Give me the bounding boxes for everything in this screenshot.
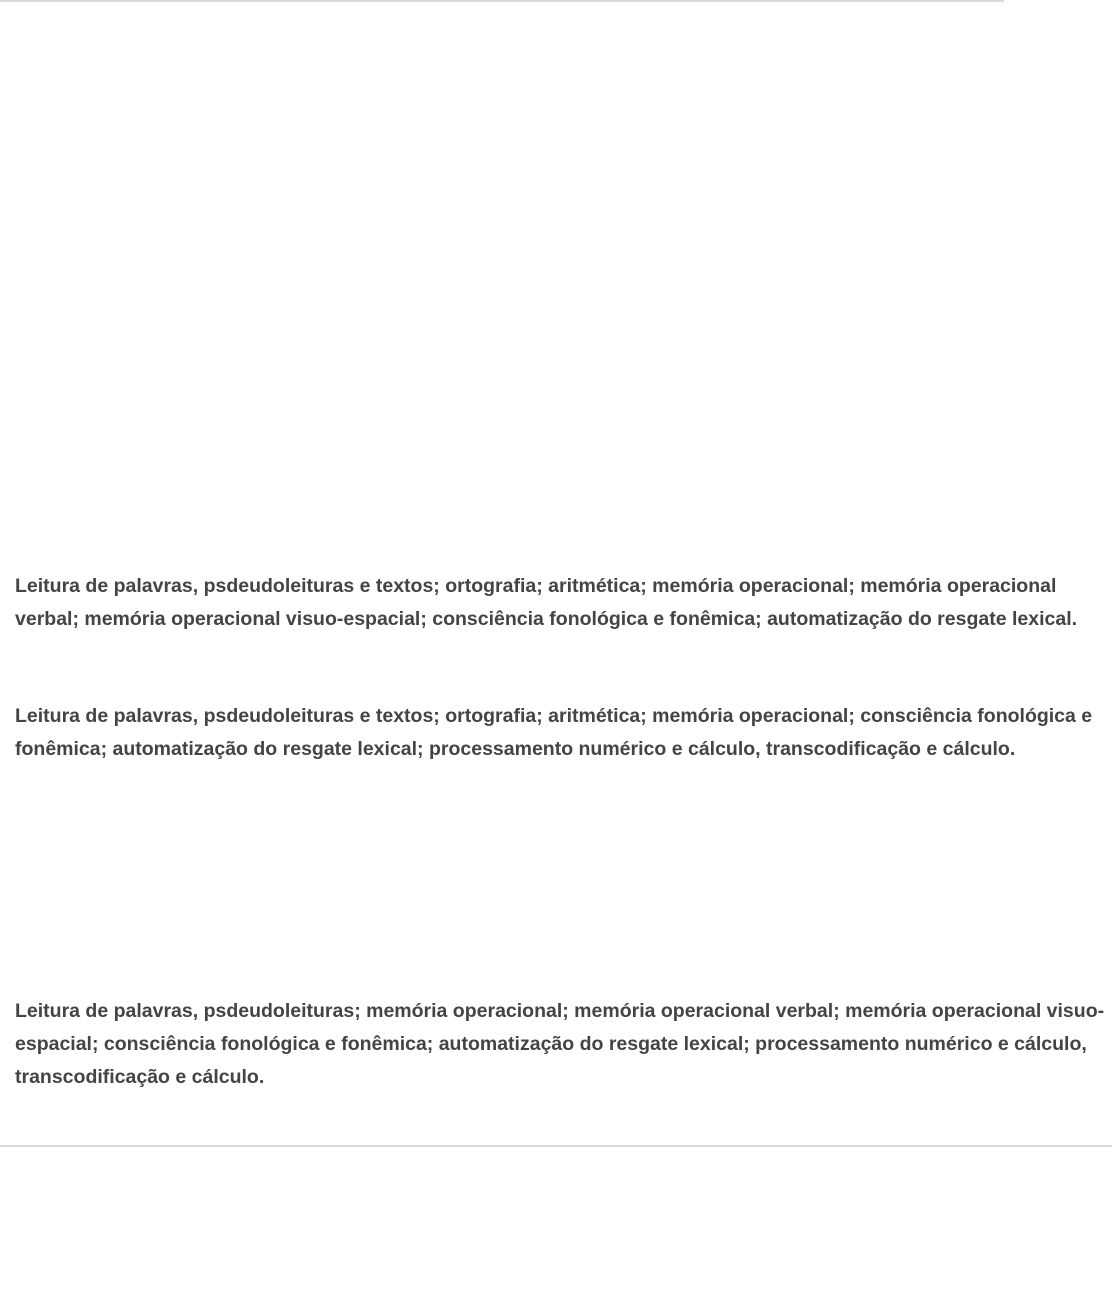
answer-option-2[interactable]: Leitura de palavras, psdeudoleituras e textos; ortografia; aritmética; memória operacional; consciência fonológica e fonêmica; automatização do resgate lexical; processamento numérico e cálculo, transcodificação e cálculo. xyxy=(15,705,1093,760)
bottom-divider xyxy=(0,1145,1112,1147)
top-divider xyxy=(0,0,1004,2)
answer-option-1[interactable]: Leitura de palavras, psdeudoleituras e textos; ortografia; aritmética; memória operacional; memória operacional verbal; memória operacional visuo-espacial; consciência fonológica e fonêmica; automatização do resgate lexical. xyxy=(15,575,1078,630)
answer-option-3[interactable]: Leitura de palavras, psdeudoleituras; memória operacional; memória operacional verbal; memória operacional visuo-espacial; consciência fonológica e fonêmica; automatização do resgate lexical; processamento numérico e cálculo, transcodificação e cálculo. xyxy=(15,1000,1105,1088)
